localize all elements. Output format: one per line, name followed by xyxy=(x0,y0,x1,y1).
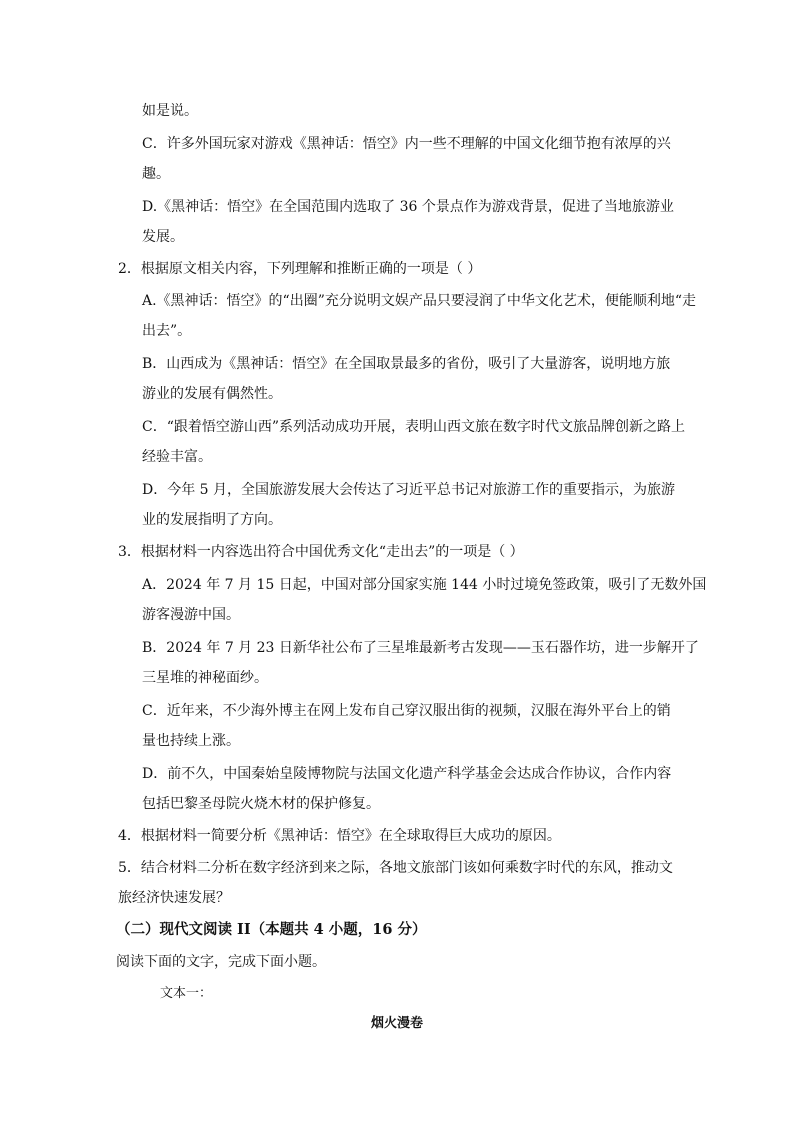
section-heading: （二）现代文阅读 II（本题共 4 小题，16 分） xyxy=(116,921,427,938)
option-c: C．许多外国玩家对游戏《黑神话：悟空》内一些不理解的中国文化细节抱有浓厚的兴 xyxy=(142,136,671,152)
text-line: 发展。 xyxy=(142,229,184,245)
text-line: 旅经济快速发展？ xyxy=(118,890,230,906)
option-b: B．山西成为《黑神话：悟空》在全国取景最多的省份，吸引了大量游客，说明地方旅 xyxy=(142,356,671,372)
question-2: 2．根据原文相关内容，下列理解和推断正确的一项是（ ） xyxy=(118,261,482,277)
question-3: 3．根据材料一内容选出符合中国优秀文化“走出去”的一项是（ ） xyxy=(118,544,524,560)
text-one-label: 文本一： xyxy=(160,986,213,1001)
option-a: A．2024 年 7 月 15 日起，中国对部分国家实施 144 小时过境免签政策，吸引了无数外国 xyxy=(142,577,707,593)
text-line: 游业的发展有偶然性。 xyxy=(142,386,282,402)
option-c: C．近年来，不少海外博主在网上发布自己穿汉服出街的视频，汉服在海外平台上的销 xyxy=(142,703,671,719)
text-line: 业的发展指明了方向。 xyxy=(142,512,282,528)
text-line: 游客漫游中国。 xyxy=(142,607,240,623)
text-line: 出去”。 xyxy=(142,323,192,339)
text-line: 量也持续上涨。 xyxy=(142,733,240,749)
passage-title: 烟火漫卷 xyxy=(370,1016,423,1031)
question-5: 5．结合材料二分析在数字经济到来之际，各地文旅部门该如何乘数字时代的东风，推动文 xyxy=(118,860,673,876)
instruction-text: 阅读下面的文字，完成下面小题。 xyxy=(116,954,326,970)
text-line: 包括巴黎圣母院火烧木材的保护修复。 xyxy=(142,796,380,812)
option-d: D.《黑神话：悟空》在全国范围内选取了 36 个景点作为游戏背景，促进了当地旅游业 xyxy=(142,199,674,215)
option-d: D．今年 5 月，全国旅游发展大会传达了习近平总书记对旅游工作的重要指示，为旅游 xyxy=(142,482,676,498)
text-line: 如是说。 xyxy=(142,103,198,119)
option-c: C．“跟着悟空游山西”系列活动成功开展，表明山西文旅在数字时代文旅品牌创新之路上 xyxy=(142,419,686,435)
text-line: 三星堆的神秘面纱。 xyxy=(142,670,268,686)
text-line: 经验丰富。 xyxy=(142,449,212,465)
option-d: D．前不久，中国秦始皇陵博物院与法国文化遗产科学基金会达成合作协议，合作内容 xyxy=(142,766,672,782)
question-4: 4．根据材料一简要分析《黑神话：悟空》在全球取得巨大成功的原因。 xyxy=(118,828,561,844)
text-line: 趣。 xyxy=(142,166,170,182)
option-b: B．2024 年 7 月 23 日新华社公布了三星堆最新考古发现——玉石器作坊，进一步解开了 xyxy=(142,640,699,656)
option-a: A.《黑神话：悟空》的“出圈”充分说明文娱产品只要浸润了中华文化艺术，便能顺利地“走 xyxy=(142,293,697,309)
